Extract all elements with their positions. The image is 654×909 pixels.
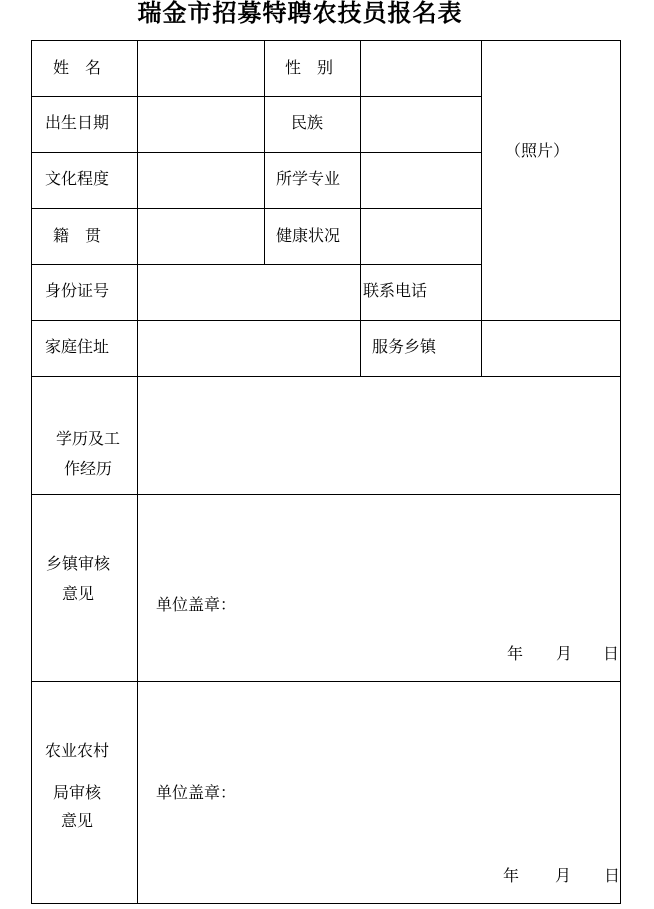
bureau-review-label-line-2: 局审核 [52,783,102,802]
bureau-review-label-line-3: 意见 [60,811,94,830]
phone-input-cell[interactable] [482,265,620,320]
birth-date-input-cell[interactable] [138,97,264,152]
health-input-cell[interactable] [361,209,481,264]
education-level-label: 文化程度 [44,169,110,188]
experience-label [40,424,136,484]
address-input-cell[interactable] [138,321,360,376]
service-town-label: 服务乡镇 [371,337,437,356]
health-label: 健康状况 [275,226,341,245]
id-number-label: 身份证号 [44,281,110,300]
table-border-left [31,40,32,904]
education-level-input-cell[interactable] [138,153,264,208]
town-review-label-line-2: 意见 [61,584,94,603]
table-border-right [620,40,621,904]
bureau-seal-label: 单位盖章： [156,783,237,802]
gender-label: 性 别 [284,58,334,77]
town-seal-label: 单位盖章： [156,595,237,614]
town-day-label: 日 [602,644,620,663]
form-title: 瑞金市招募特聘农技员报名表 [137,0,463,27]
town-review-label-line-1: 乡镇审核 [45,554,110,573]
name-label: 姓 名 [52,58,102,77]
birth-date-label: 出生日期 [44,113,110,132]
major-label: 所学专业 [275,169,341,188]
photo-cell[interactable] [482,41,620,264]
experience-label-line-2: 作经历 [63,459,112,478]
column-divider [264,40,265,264]
town-month-label: 月 [555,644,573,663]
major-input-cell[interactable] [361,153,481,208]
name-input-cell[interactable] [138,41,264,96]
ethnicity-input-cell[interactable] [361,97,481,152]
native-place-input-cell[interactable] [138,209,264,264]
table-border-bottom [31,903,621,904]
experience-label-line-1: 学历及工 [55,429,120,448]
town-review-label [30,549,126,609]
ethnicity-label: 民族 [290,113,324,132]
town-year-label: 年 [506,644,524,663]
bureau-year-label: 年 [502,866,520,885]
phone-label: 联系电话 [363,281,428,300]
photo-placeholder: （照片） [504,141,570,160]
town-review-input-cell[interactable] [138,495,620,681]
experience-input-cell[interactable] [138,377,620,494]
bureau-month-label: 月 [554,866,572,885]
address-label: 家庭住址 [44,337,110,356]
id-number-input-cell[interactable] [138,265,360,320]
bureau-day-label: 日 [603,866,621,885]
bureau-review-label-line-1: 农业农村 [44,741,110,760]
native-place-label: 籍 贯 [52,226,102,245]
service-town-input-cell[interactable] [482,321,620,376]
gender-input-cell[interactable] [361,41,481,96]
